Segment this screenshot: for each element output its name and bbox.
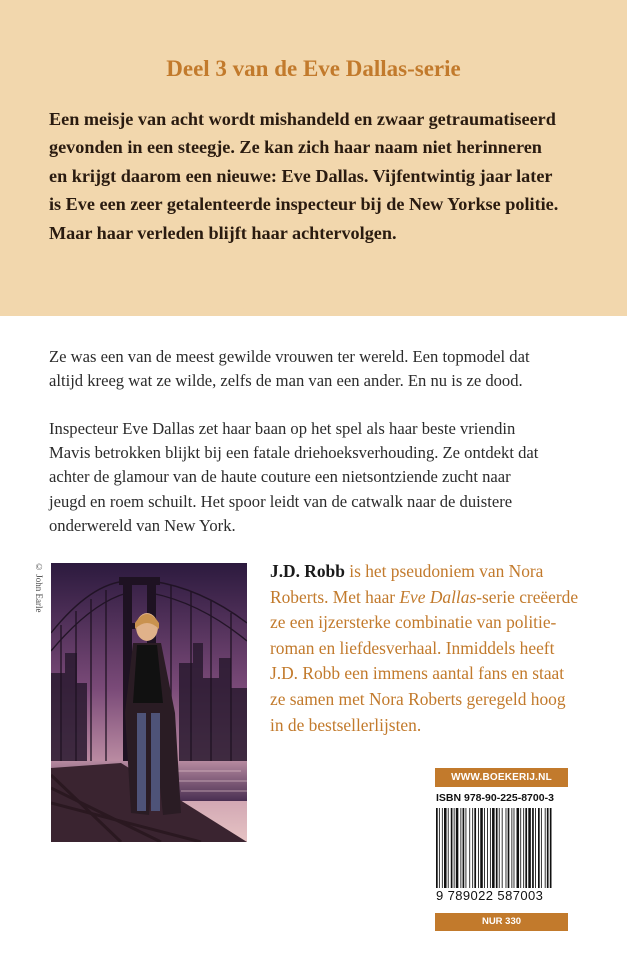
torn-paper-edge — [0, 294, 627, 324]
bio-text: in de bestsellerlijsten. — [270, 714, 422, 735]
barcode — [436, 808, 567, 888]
series-name: Eve Dallas — [399, 586, 477, 607]
blurb-line: Maar haar verleden blijft haar achtervolgen. — [49, 222, 397, 243]
paragraph-line: achter de glamour van de haute couture een nietsontziende zucht naar — [49, 467, 511, 487]
bio-text: is het pseudoniem van Nora — [344, 561, 544, 581]
website-badge: WWW.BOEKERIJ.NL — [435, 768, 568, 787]
bio-text: -serie creëerde — [476, 586, 579, 607]
photo-credit: © John Earle — [34, 562, 44, 613]
synopsis-paragraph-2 — [49, 417, 609, 538]
blurb-line: gevonden in een steegje. Ze kan zich haar naam niet herinneren — [49, 137, 542, 158]
blurb-text — [49, 105, 609, 247]
blurb-line: Een meisje van acht wordt mishandeld en zwaar getraumatiseerd — [49, 109, 556, 129]
blurb-line: is Eve een zeer getalenteerde inspecteur bij de New Yorkse politie. — [49, 194, 559, 215]
paragraph-line: jeugd en roem schuilt. Het spoor leidt van de catwalk naar de duistere — [49, 491, 513, 511]
author-bio — [270, 559, 610, 738]
paragraph-line: Ze was een van de meest gewilde vrouwen ter wereld. Een topmodel dat — [49, 347, 530, 366]
series-title: Deel 3 van de Eve Dallas-serie — [166, 56, 461, 81]
bio-text: ze samen met Nora Roberts geregeld hoog — [270, 688, 566, 709]
isbn-label: ISBN 978-90-225-8700-3 — [436, 792, 554, 804]
barcode-digits: 9 789022 587003 — [436, 888, 544, 903]
paragraph-line: Inspecteur Eve Dallas zet haar baan op het spel als haar beste vriendin — [49, 419, 516, 438]
nur-badge: NUR 330 — [435, 913, 568, 931]
bio-text: Roberts. Met haar — [270, 586, 400, 607]
blurb-line: en krijgt daarom een nieuwe: Eve Dallas. Vijfentwintig jaar later — [49, 165, 553, 186]
author-photo — [51, 563, 247, 842]
author-name: J.D. Robb — [270, 561, 345, 581]
bio-text: roman en liefdesverhaal. Inmiddels heeft — [270, 637, 555, 658]
paragraph-line: onderwereld van New York. — [49, 515, 236, 535]
paragraph-line: altijd kreeg wat ze wilde, zelfs de man van een ander. En nu is ze dood. — [49, 371, 523, 391]
synopsis-paragraph-1 — [49, 345, 609, 393]
paragraph-line: Mavis betrokken blijkt bij een fatale driehoeksverhouding. Ze ontdekt dat — [49, 443, 539, 463]
bio-text: ze een ijzersterke combinatie van politie- — [270, 612, 557, 633]
bio-text: J.D. Robb een immens aantal fans en staat — [270, 663, 565, 684]
